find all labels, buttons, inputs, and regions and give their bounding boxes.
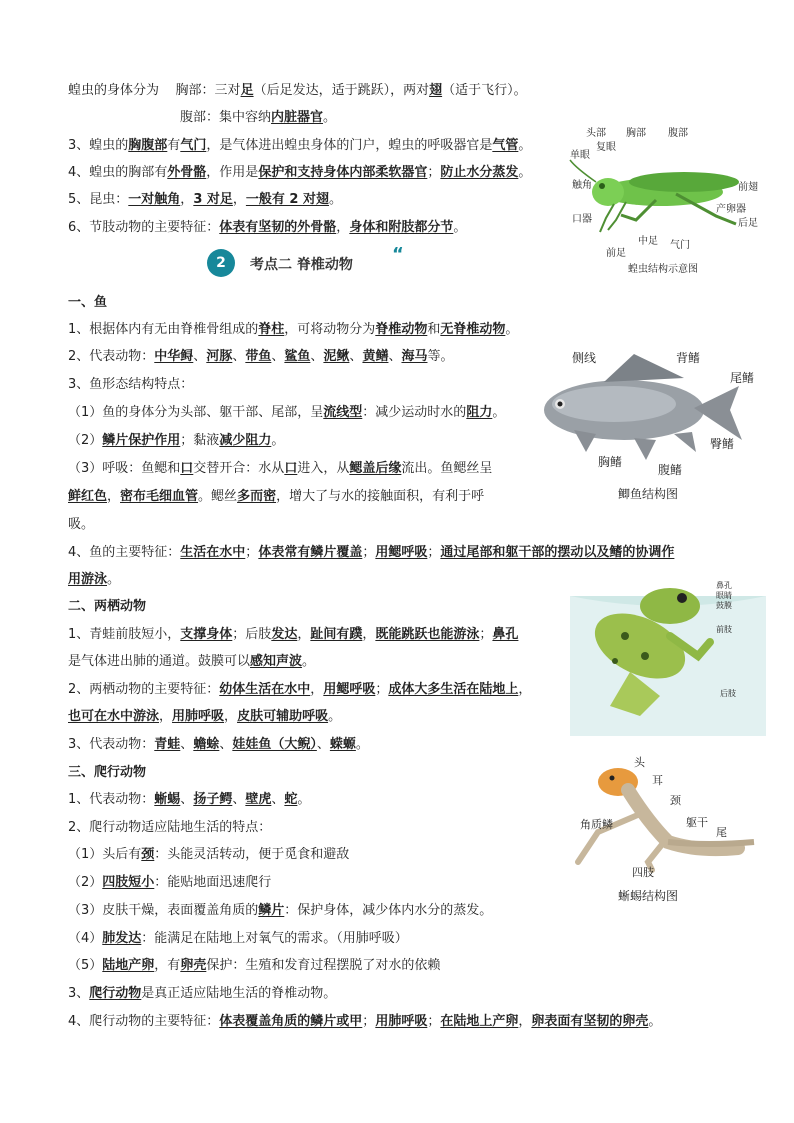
lizard-label-neck: 颈 — [670, 794, 681, 807]
reptile-point2-5: （5）陆地产卵，有卵壳保护：生殖和发育过程摆脱了对水的依赖 — [68, 958, 441, 973]
fish-label-anal-fin: 臀鳍 — [710, 437, 735, 451]
fish-point4b: 用游泳。 — [68, 572, 121, 587]
fish-point3-1: （1）鱼的身体分为头部、躯干部、尾部，呈流线型：减少运动时水的阻力。 — [68, 405, 506, 420]
locust-label-foreleg: 前足 — [606, 248, 626, 259]
frog-label-forelimb: 前肢 — [716, 625, 732, 634]
locust-body-line1: 蝗虫的身体分为 胸部：三对足（后足发达，适于跳跃），两对翅（适于飞行）。 — [68, 83, 527, 98]
reptile-point2-4: （4）肺发达：能满足在陆地上对氧气的需求。（用肺呼吸） — [68, 931, 408, 946]
locust-label-hindleg: 后足 — [738, 218, 758, 229]
frog-label-eye: 眼睛 — [716, 591, 732, 600]
amphibian-point2b: 也可在水中游泳，用肺呼吸，皮肤可辅助呼吸。 — [68, 709, 342, 724]
lizard-label-ear: 耳 — [652, 774, 663, 787]
fish-point2: 2、代表动物：中华鲟、河豚、带鱼、鲨鱼、泥鳅、黄鳝、海马等。 — [68, 349, 454, 364]
kaodian-title: 考点二 脊椎动物 — [250, 257, 353, 273]
reptile-point3: 3、爬行动物是真正适应陆地生活的脊椎动物。 — [68, 986, 337, 1001]
locust-label-abdomen: 腹部 — [668, 128, 688, 139]
lizard-figure-caption: 蜥蜴结构图 — [618, 889, 679, 903]
fish-point1: 1、根据体内有无由脊椎骨组成的脊柱，可将动物分为脊椎动物和无脊椎动物。 — [68, 322, 519, 337]
locust-point4: 4、蝗虫的胸部有外骨骼，作用是保护和支持身体内部柔软器官；防止水分蒸发。 — [68, 165, 532, 180]
fish-label-pectoral-fin: 胸鳍 — [598, 455, 623, 469]
amphibian-point1a: 1、青蛙前肢短小，支撑身体；后肢发达，趾间有蹼，既能跳跃也能游泳；鼻孔 — [68, 627, 519, 642]
locust-figure — [566, 120, 766, 280]
locust-point5: 5、昆虫：一对触角，3 对足，一般有 2 对翅。 — [68, 192, 343, 207]
fish-point3-3b: 鲜红色，密布毛细血管。鳃丝多而密，增大了与水的接触面积，有利于呼 — [68, 489, 485, 504]
reptile-point2: 2、爬行动物适应陆地生活的特点： — [68, 820, 272, 835]
locust-point6: 6、节肢动物的主要特征：体表有坚韧的外骨骼，身体和附肢都分节。 — [68, 220, 467, 235]
fish-point3-3c: 吸。 — [68, 517, 95, 532]
fish-point3: 3、鱼形态结构特点： — [68, 377, 194, 392]
locust-point3: 3、蝗虫的胸腹部有气门，是气体进出蝗虫身体的门户，蝗虫的呼吸器官是气管。 — [68, 138, 532, 153]
reptile-point4: 4、爬行动物的主要特征：体表覆盖角质的鳞片或甲；用肺呼吸；在陆地上产卵，卵表面有坚韧的卵壳。 — [68, 1014, 662, 1029]
locust-label-head: 头部 — [586, 128, 606, 139]
fish-label-pelvic-fin: 腹鳍 — [658, 463, 683, 477]
amphibian-point2a: 2、两栖动物的主要特征：幼体生活在水中，用鳃呼吸；成体大多生活在陆地上， — [68, 682, 532, 697]
lizard-figure — [568, 752, 758, 908]
locust-label-midleg: 中足 — [638, 236, 658, 247]
fish-point4a: 4、鱼的主要特征：生活在水中；体表常有鳞片覆盖；用鳃呼吸；通过尾部和躯干部的摆动以及鳍的协调作 — [68, 545, 675, 560]
lizard-label-head: 头 — [634, 756, 645, 769]
lizard-label-trunk: 躯干 — [686, 816, 708, 829]
lizard-label-limbs: 四肢 — [632, 866, 654, 879]
fish-heading: 一、鱼 — [68, 295, 108, 310]
fish-point3-3a: （3）呼吸：鱼鳃和口交替开合：水从口进入，从鳃盖后缘流出。鱼鳃丝呈 — [68, 461, 493, 476]
locust-label-thorax: 胸部 — [626, 128, 646, 139]
locust-label-ocelli: 单眼 — [570, 150, 590, 161]
locust-label-spiracle: 气门 — [670, 240, 690, 251]
locust-label-antenna: 触角 — [572, 180, 592, 191]
locust-figure-caption: 蝗虫结构示意图 — [628, 264, 698, 275]
locust-label-forewing: 前翅 — [738, 182, 758, 193]
frog-illustration — [570, 588, 766, 736]
frog-figure — [570, 576, 766, 736]
frog-label-eardrum: 鼓膜 — [716, 601, 732, 610]
frog-label-hindlimb: 后肢 — [720, 689, 736, 698]
locust-body-line2: 腹部：集中容纳内脏器官。 — [180, 110, 337, 125]
fish-point3-2: （2）鳞片保护作用；黏液减少阻力。 — [68, 433, 285, 448]
fish-label-dorsal-fin: 背鳍 — [676, 351, 701, 365]
frog-label-nostril: 鼻孔 — [716, 581, 732, 590]
locust-illustration — [570, 160, 739, 232]
amphibian-point3: 3、代表动物：青蛙、蟾蜍、娃娃鱼（大鲵）、蝾螈。 — [68, 737, 369, 752]
reptile-point1: 1、代表动物：蜥蜴、扬子鳄、壁虎、蛇。 — [68, 792, 311, 807]
reptile-heading: 三、爬行动物 — [68, 765, 147, 780]
amphibian-point1b: 是气体进出肺的通道。鼓膜可以感知声波。 — [68, 654, 316, 669]
locust-label-ovipositor: 产卵器 — [716, 204, 746, 215]
fish-label-caudal-fin: 尾鳍 — [730, 371, 755, 385]
lizard-label-horny-scale: 角质鳞 — [580, 818, 613, 831]
reptile-point2-2: （2）四肢短小：能贴地面迅速爬行 — [68, 875, 272, 890]
fish-figure — [534, 348, 760, 504]
amphibian-heading: 二、两栖动物 — [68, 599, 147, 614]
reptile-point2-1: （1）头后有颈：头能灵活转动，便于觅食和避敌 — [68, 847, 350, 862]
locust-label-mouthparts: 口器 — [572, 214, 592, 225]
kaodian-number-badge: 2 — [207, 249, 235, 277]
fish-label-lateral-line: 侧线 — [572, 351, 597, 365]
lizard-label-tail: 尾 — [716, 826, 727, 839]
reptile-point2-3: （3）皮肤干燥，表面覆盖角质的鳞片：保护身体，减少体内水分的蒸发。 — [68, 903, 493, 918]
locust-label-compound-eye: 复眼 — [596, 142, 616, 153]
kaodian-quote-mark: “ — [392, 244, 404, 265]
fish-figure-caption: 鲫鱼结构图 — [618, 487, 679, 501]
